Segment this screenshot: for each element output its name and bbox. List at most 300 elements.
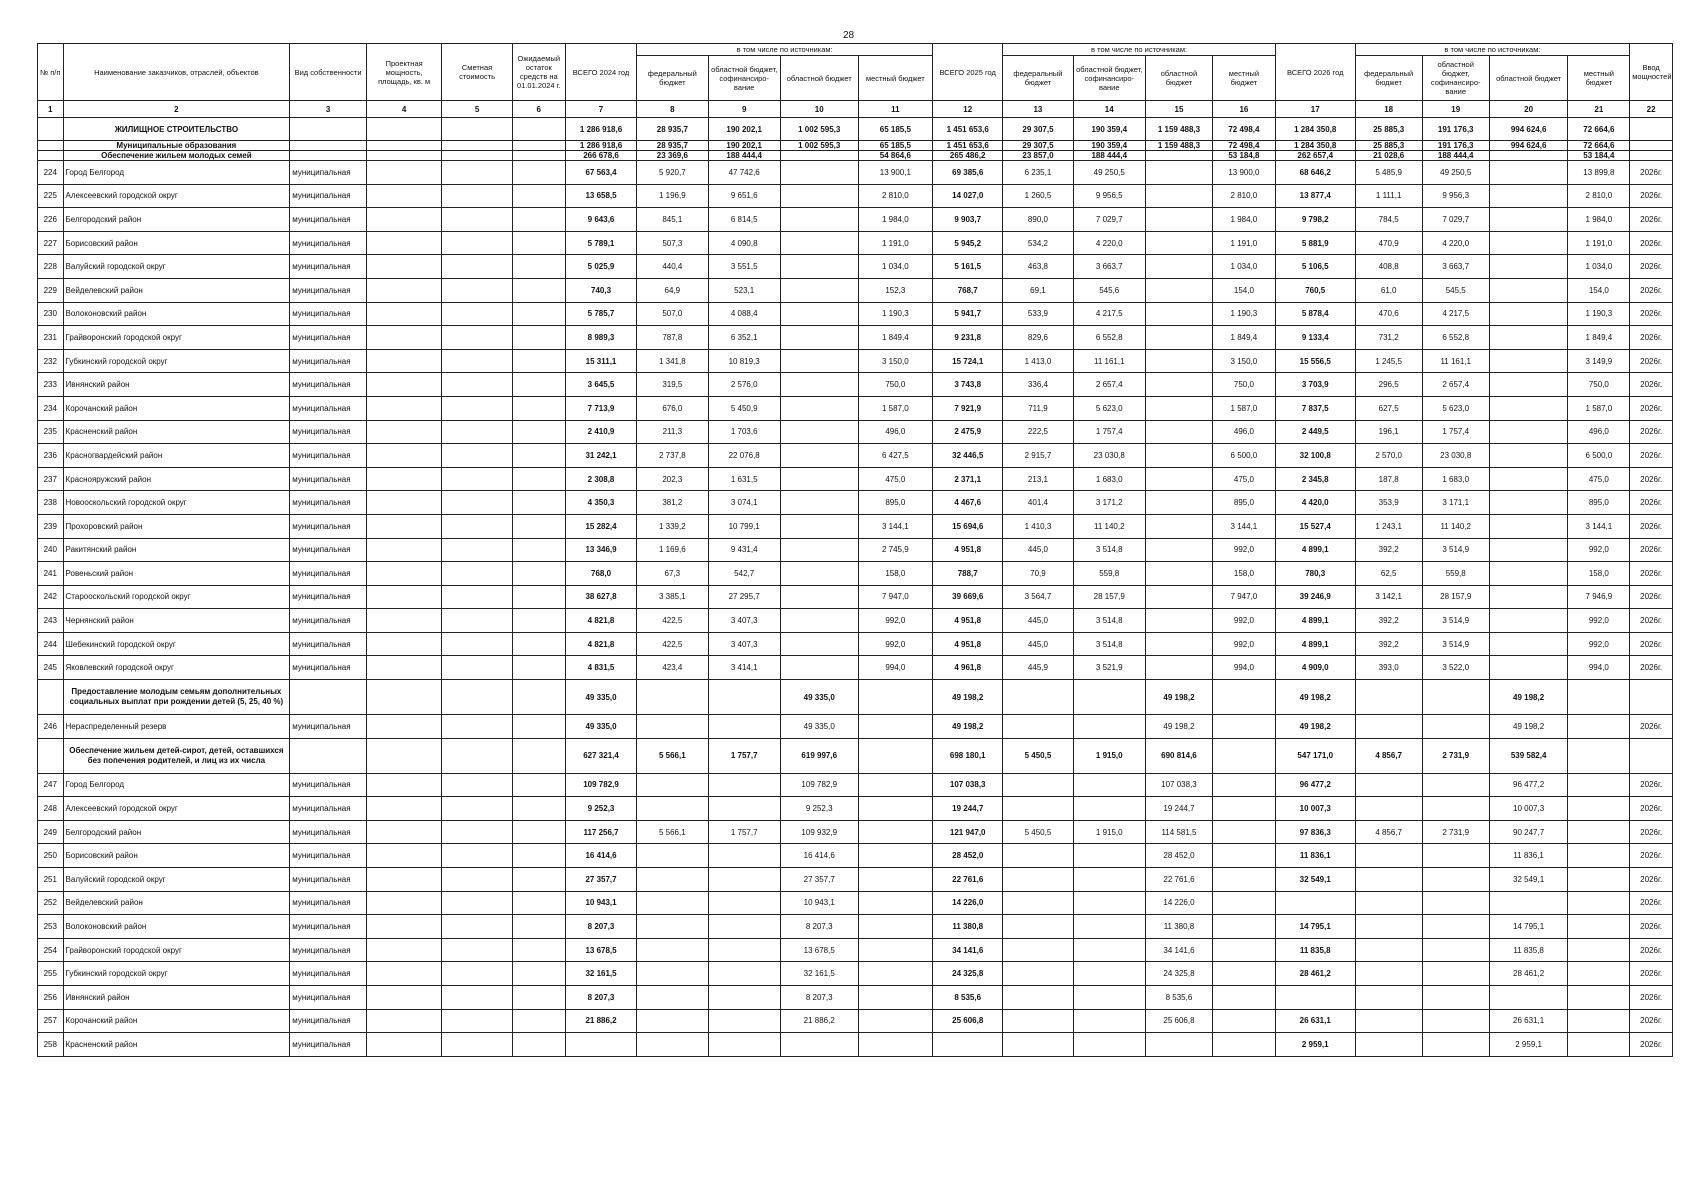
value-cell: 8 535,6 — [1145, 986, 1212, 1010]
table-row — [38, 491, 1673, 515]
estimate-cell — [442, 915, 512, 939]
value-cell: 5 450,5 — [1003, 820, 1073, 844]
value-cell — [637, 715, 708, 739]
value-cell: 72 498,4 — [1212, 118, 1275, 141]
value-cell — [708, 715, 780, 739]
value-cell — [637, 915, 708, 939]
value-cell: 2 731,9 — [1422, 738, 1489, 773]
value-cell: 422,5 — [637, 609, 708, 633]
value-cell: 545,5 — [1422, 278, 1489, 302]
value-cell — [1212, 891, 1275, 915]
value-cell: 676,0 — [637, 396, 708, 420]
value-cell — [858, 680, 933, 715]
remainder-cell — [512, 373, 565, 397]
value-cell — [1422, 915, 1489, 939]
ownership-cell: муниципальная — [290, 891, 367, 915]
value-cell: 445,0 — [1003, 632, 1073, 656]
row-number: 236 — [38, 444, 64, 468]
value-cell: 470,9 — [1355, 231, 1422, 255]
value-cell — [708, 1033, 780, 1057]
value-cell: 11 380,8 — [933, 915, 1003, 939]
commissioning-cell: 2026г. — [1630, 632, 1673, 656]
value-cell: 1 284 350,8 — [1275, 118, 1355, 141]
commissioning-cell: 2026г. — [1630, 255, 1673, 279]
value-cell — [1212, 844, 1275, 868]
ownership-cell: муниципальная — [290, 632, 367, 656]
ownership-cell: муниципальная — [290, 938, 367, 962]
row-name: Вейделевский район — [63, 891, 290, 915]
value-cell: 25 885,3 — [1355, 141, 1422, 151]
value-cell — [1422, 680, 1489, 715]
value-cell: 788,7 — [933, 562, 1003, 586]
value-cell: 2 449,5 — [1275, 420, 1355, 444]
value-cell: 27 295,7 — [708, 585, 780, 609]
value-cell: 7 029,7 — [1422, 208, 1489, 232]
value-cell — [1145, 326, 1212, 350]
value-cell — [1145, 585, 1212, 609]
value-cell — [708, 680, 780, 715]
value-cell — [780, 514, 858, 538]
value-cell: 3 522,0 — [1422, 656, 1489, 680]
row-number: 226 — [38, 208, 64, 232]
value-cell: 28 157,9 — [1422, 585, 1489, 609]
value-cell: 408,8 — [1355, 255, 1422, 279]
header-regional-cofin-2025: областной бюджет, софинансиро-вание — [1073, 56, 1145, 101]
value-cell: 8 207,3 — [565, 986, 636, 1010]
value-cell: 6 814,5 — [708, 208, 780, 232]
value-cell — [1355, 868, 1422, 892]
value-cell: 992,0 — [858, 632, 933, 656]
value-cell — [780, 609, 858, 633]
column-number: 12 — [933, 101, 1003, 118]
value-cell: 13 678,5 — [565, 938, 636, 962]
commissioning-cell — [1630, 151, 1673, 161]
value-cell: 1 410,3 — [1003, 514, 1073, 538]
value-cell: 34 141,6 — [1145, 938, 1212, 962]
value-cell: 3 663,7 — [1422, 255, 1489, 279]
value-cell: 992,0 — [1568, 538, 1630, 562]
value-cell: 1 191,0 — [858, 231, 933, 255]
header-local-2024: местный бюджет — [858, 56, 933, 101]
value-cell: 32 446,5 — [933, 444, 1003, 468]
row-number — [38, 151, 64, 161]
value-cell — [1212, 738, 1275, 773]
value-cell: 72 498,4 — [1212, 141, 1275, 151]
value-cell: 21 886,2 — [780, 1009, 858, 1033]
capacity-cell — [366, 373, 442, 397]
value-cell: 107 038,3 — [933, 773, 1003, 797]
remainder-cell — [512, 302, 565, 326]
value-cell: 70,9 — [1003, 562, 1073, 586]
header-federal-2026: федеральный бюджет — [1355, 56, 1422, 101]
value-cell — [1212, 1033, 1275, 1057]
value-cell: 15 282,4 — [565, 514, 636, 538]
value-cell — [1073, 797, 1145, 821]
row-name: Красненский район — [63, 420, 290, 444]
table-row — [38, 161, 1673, 185]
capacity-cell — [366, 585, 442, 609]
value-cell — [1145, 444, 1212, 468]
estimate-cell — [442, 986, 512, 1010]
value-cell: 97 836,3 — [1275, 820, 1355, 844]
header-commissioning: Ввод мощностей — [1630, 44, 1673, 101]
value-cell: 27 357,7 — [565, 868, 636, 892]
header-total-2025: ВСЕГО 2025 год — [933, 44, 1003, 101]
value-cell: 196,1 — [1355, 420, 1422, 444]
value-cell — [637, 1009, 708, 1033]
commissioning-cell — [1630, 118, 1673, 141]
value-cell: 7 837,5 — [1275, 396, 1355, 420]
ownership-cell — [290, 118, 367, 141]
value-cell: 9 956,5 — [1073, 184, 1145, 208]
value-cell: 3 149,9 — [1568, 349, 1630, 373]
value-cell: 750,0 — [858, 373, 933, 397]
value-cell — [1145, 1033, 1212, 1057]
row-name: ЖИЛИЩНОЕ СТРОИТЕЛЬСТВО — [63, 118, 290, 141]
value-cell: 53 184,8 — [1212, 151, 1275, 161]
value-cell: 3 514,8 — [1073, 538, 1145, 562]
remainder-cell — [512, 680, 565, 715]
value-cell — [1003, 715, 1073, 739]
value-cell — [1003, 797, 1073, 821]
row-name: Красногвардейский район — [63, 444, 290, 468]
value-cell: 507,3 — [637, 231, 708, 255]
value-cell: 787,8 — [637, 326, 708, 350]
value-cell: 23 369,6 — [637, 151, 708, 161]
value-cell — [1212, 773, 1275, 797]
value-cell: 423,4 — [637, 656, 708, 680]
row-number: 238 — [38, 491, 64, 515]
capacity-cell — [366, 632, 442, 656]
value-cell: 760,5 — [1275, 278, 1355, 302]
estimate-cell — [442, 373, 512, 397]
remainder-cell — [512, 184, 565, 208]
value-cell: 1 191,0 — [1212, 231, 1275, 255]
value-cell: 65 185,5 — [858, 118, 933, 141]
value-cell: 188 444,4 — [1073, 151, 1145, 161]
value-cell — [1489, 656, 1568, 680]
value-cell: 1 190,3 — [858, 302, 933, 326]
value-cell: 6 552,8 — [1073, 326, 1145, 350]
ownership-cell: муниципальная — [290, 467, 367, 491]
row-name: Корочанский район — [63, 396, 290, 420]
value-cell: 545,6 — [1073, 278, 1145, 302]
value-cell — [708, 891, 780, 915]
table-row — [38, 844, 1673, 868]
value-cell: 49 198,2 — [1275, 680, 1355, 715]
value-cell: 188 444,4 — [708, 151, 780, 161]
table-row — [38, 656, 1673, 680]
value-cell: 1 284 350,8 — [1275, 141, 1355, 151]
value-cell: 392,2 — [1355, 538, 1422, 562]
page-number: 28 — [842, 30, 855, 41]
capacity-cell — [366, 208, 442, 232]
commissioning-cell: 2026г. — [1630, 1033, 1673, 1057]
value-cell — [708, 868, 780, 892]
table-row — [38, 715, 1673, 739]
value-cell — [858, 1009, 933, 1033]
value-cell — [1003, 915, 1073, 939]
row-name: Алексеевский городской округ — [63, 797, 290, 821]
value-cell — [1145, 632, 1212, 656]
value-cell: 25 606,8 — [1145, 1009, 1212, 1033]
value-cell — [637, 797, 708, 821]
value-cell: 11 161,1 — [1073, 349, 1145, 373]
capacity-cell — [366, 326, 442, 350]
value-cell — [1145, 396, 1212, 420]
value-cell: 994 624,6 — [1489, 141, 1568, 151]
value-cell: 1 191,0 — [1568, 231, 1630, 255]
value-cell: 1 286 918,6 — [565, 118, 636, 141]
value-cell — [858, 986, 933, 1010]
remainder-cell — [512, 1033, 565, 1057]
estimate-cell — [442, 514, 512, 538]
value-cell: 21 028,6 — [1355, 151, 1422, 161]
commissioning-cell: 2026г. — [1630, 986, 1673, 1010]
value-cell: 3 142,1 — [1355, 585, 1422, 609]
value-cell: 1 984,0 — [1568, 208, 1630, 232]
value-cell: 1 849,4 — [1568, 326, 1630, 350]
column-number: 13 — [1003, 101, 1073, 118]
value-cell: 7 947,0 — [858, 585, 933, 609]
value-cell: 895,0 — [1212, 491, 1275, 515]
value-cell — [1073, 1033, 1145, 1057]
value-cell — [1073, 773, 1145, 797]
remainder-cell — [512, 255, 565, 279]
row-number: 239 — [38, 514, 64, 538]
value-cell: 49 335,0 — [780, 715, 858, 739]
value-cell: 4 088,4 — [708, 302, 780, 326]
value-cell: 2 345,8 — [1275, 467, 1355, 491]
row-name: Ивнянский район — [63, 986, 290, 1010]
column-number: 3 — [290, 101, 367, 118]
header-ownership: Вид собственности — [290, 44, 367, 101]
value-cell — [780, 632, 858, 656]
row-name: Белгородский район — [63, 208, 290, 232]
row-name: Белгородский район — [63, 820, 290, 844]
table-row — [38, 1033, 1673, 1057]
value-cell — [1489, 231, 1568, 255]
value-cell: 13 678,5 — [780, 938, 858, 962]
value-cell: 11 161,1 — [1422, 349, 1489, 373]
estimate-cell — [442, 680, 512, 715]
value-cell: 32 161,5 — [780, 962, 858, 986]
value-cell: 4 961,8 — [933, 656, 1003, 680]
value-cell: 5 881,9 — [1275, 231, 1355, 255]
ownership-cell: муниципальная — [290, 420, 367, 444]
row-name: Ивнянский район — [63, 373, 290, 397]
estimate-cell — [442, 326, 512, 350]
value-cell: 49 335,0 — [565, 715, 636, 739]
row-name: Обеспечение жильем молодых семей — [63, 151, 290, 161]
value-cell: 496,0 — [1212, 420, 1275, 444]
remainder-cell — [512, 467, 565, 491]
value-cell: 14 795,1 — [1275, 915, 1355, 939]
value-cell: 3 144,1 — [858, 514, 933, 538]
value-cell: 542,7 — [708, 562, 780, 586]
estimate-cell — [442, 1009, 512, 1033]
value-cell: 6 552,8 — [1422, 326, 1489, 350]
ownership-cell: муниципальная — [290, 538, 367, 562]
value-cell — [1568, 868, 1630, 892]
value-cell: 1 757,4 — [1073, 420, 1145, 444]
value-cell — [1145, 349, 1212, 373]
value-cell — [1489, 396, 1568, 420]
value-cell: 1 159 488,3 — [1145, 141, 1212, 151]
row-number: 242 — [38, 585, 64, 609]
value-cell: 211,3 — [637, 420, 708, 444]
value-cell: 4 821,8 — [565, 609, 636, 633]
row-number: 250 — [38, 844, 64, 868]
value-cell: 992,0 — [1212, 609, 1275, 633]
value-cell: 2 745,9 — [858, 538, 933, 562]
value-cell: 740,3 — [565, 278, 636, 302]
estimate-cell — [442, 255, 512, 279]
value-cell: 1 587,0 — [858, 396, 933, 420]
value-cell — [1145, 467, 1212, 491]
value-cell: 1 587,0 — [1568, 396, 1630, 420]
value-cell: 213,1 — [1003, 467, 1073, 491]
value-cell: 4 467,6 — [933, 491, 1003, 515]
row-number: 240 — [38, 538, 64, 562]
estimate-cell — [442, 161, 512, 185]
value-cell: 3 514,9 — [1422, 538, 1489, 562]
ownership-cell: муниципальная — [290, 844, 367, 868]
header-total-2024: ВСЕГО 2024 год — [565, 44, 636, 101]
commissioning-cell: 2026г. — [1630, 938, 1673, 962]
capacity-cell — [366, 938, 442, 962]
remainder-cell — [512, 891, 565, 915]
estimate-cell — [442, 396, 512, 420]
value-cell: 8 989,3 — [565, 326, 636, 350]
value-cell: 750,0 — [1568, 373, 1630, 397]
value-cell: 353,9 — [1355, 491, 1422, 515]
value-cell: 1 034,0 — [1212, 255, 1275, 279]
capacity-cell — [366, 820, 442, 844]
value-cell: 19 244,7 — [933, 797, 1003, 821]
commissioning-cell: 2026г. — [1630, 585, 1673, 609]
value-cell: 7 921,9 — [933, 396, 1003, 420]
value-cell: 392,2 — [1355, 632, 1422, 656]
remainder-cell — [512, 656, 565, 680]
value-cell: 2 308,8 — [565, 467, 636, 491]
value-cell: 1 703,6 — [708, 420, 780, 444]
row-number: 246 — [38, 715, 64, 739]
table-row — [38, 255, 1673, 279]
column-number: 15 — [1145, 101, 1212, 118]
value-cell: 2 810,0 — [1568, 184, 1630, 208]
value-cell — [1568, 1033, 1630, 1057]
value-cell — [1145, 656, 1212, 680]
capacity-cell — [366, 151, 442, 161]
value-cell: 25 885,3 — [1355, 118, 1422, 141]
ownership-cell: муниципальная — [290, 161, 367, 185]
remainder-cell — [512, 715, 565, 739]
value-cell — [1355, 986, 1422, 1010]
value-cell — [1489, 349, 1568, 373]
value-cell: 22 761,6 — [1145, 868, 1212, 892]
row-name: Борисовский район — [63, 231, 290, 255]
commissioning-cell: 2026г. — [1630, 184, 1673, 208]
table-row — [38, 302, 1673, 326]
value-cell: 90 247,7 — [1489, 820, 1568, 844]
value-cell: 7 029,7 — [1073, 208, 1145, 232]
value-cell: 187,8 — [1355, 467, 1422, 491]
row-number: 249 — [38, 820, 64, 844]
table-row — [38, 444, 1673, 468]
ownership-cell — [290, 680, 367, 715]
value-cell: 32 100,8 — [1275, 444, 1355, 468]
ownership-cell — [290, 151, 367, 161]
remainder-cell — [512, 208, 565, 232]
value-cell: 9 643,6 — [565, 208, 636, 232]
value-cell — [1073, 986, 1145, 1010]
row-name: Нераспределенный резерв — [63, 715, 290, 739]
estimate-cell — [442, 444, 512, 468]
value-cell: 9 252,3 — [565, 797, 636, 821]
header-sources-2024: в том числе по источникам: — [637, 44, 933, 56]
value-cell: 4 831,5 — [565, 656, 636, 680]
estimate-cell — [442, 118, 512, 141]
capacity-cell — [366, 538, 442, 562]
value-cell — [1145, 562, 1212, 586]
capacity-cell — [366, 255, 442, 279]
value-cell: 507,0 — [637, 302, 708, 326]
row-number: 243 — [38, 609, 64, 633]
value-cell — [858, 797, 933, 821]
row-number: 225 — [38, 184, 64, 208]
table-row — [38, 962, 1673, 986]
estimate-cell — [442, 797, 512, 821]
column-number: 16 — [1212, 101, 1275, 118]
value-cell: 15 556,5 — [1275, 349, 1355, 373]
value-cell: 28 452,0 — [1145, 844, 1212, 868]
value-cell: 1 159 488,3 — [1145, 118, 1212, 141]
header-name: Наименование заказчиков, отраслей, объектов — [63, 44, 290, 101]
value-cell: 49 198,2 — [933, 715, 1003, 739]
value-cell: 523,1 — [708, 278, 780, 302]
value-cell — [708, 986, 780, 1010]
value-cell: 262 657,4 — [1275, 151, 1355, 161]
value-cell: 14 027,0 — [933, 184, 1003, 208]
value-cell — [708, 1009, 780, 1033]
value-cell — [637, 868, 708, 892]
row-name: Ракитянский район — [63, 538, 290, 562]
value-cell: 1 631,5 — [708, 467, 780, 491]
estimate-cell — [442, 715, 512, 739]
column-number: 18 — [1355, 101, 1422, 118]
value-cell: 895,0 — [1568, 491, 1630, 515]
commissioning-cell — [1630, 141, 1673, 151]
value-cell: 14 226,0 — [933, 891, 1003, 915]
section-row — [38, 151, 1673, 161]
row-number: 251 — [38, 868, 64, 892]
row-number — [38, 118, 64, 141]
commissioning-cell: 2026г. — [1630, 396, 1673, 420]
value-cell: 49 335,0 — [780, 680, 858, 715]
row-number: 252 — [38, 891, 64, 915]
value-cell — [1489, 302, 1568, 326]
value-cell: 475,0 — [858, 467, 933, 491]
remainder-cell — [512, 491, 565, 515]
value-cell: 496,0 — [858, 420, 933, 444]
value-cell: 5 941,7 — [933, 302, 1003, 326]
value-cell: 24 325,8 — [1145, 962, 1212, 986]
value-cell: 1 341,8 — [637, 349, 708, 373]
commissioning-cell: 2026г. — [1630, 302, 1673, 326]
value-cell: 15 527,4 — [1275, 514, 1355, 538]
value-cell: 154,0 — [1212, 278, 1275, 302]
